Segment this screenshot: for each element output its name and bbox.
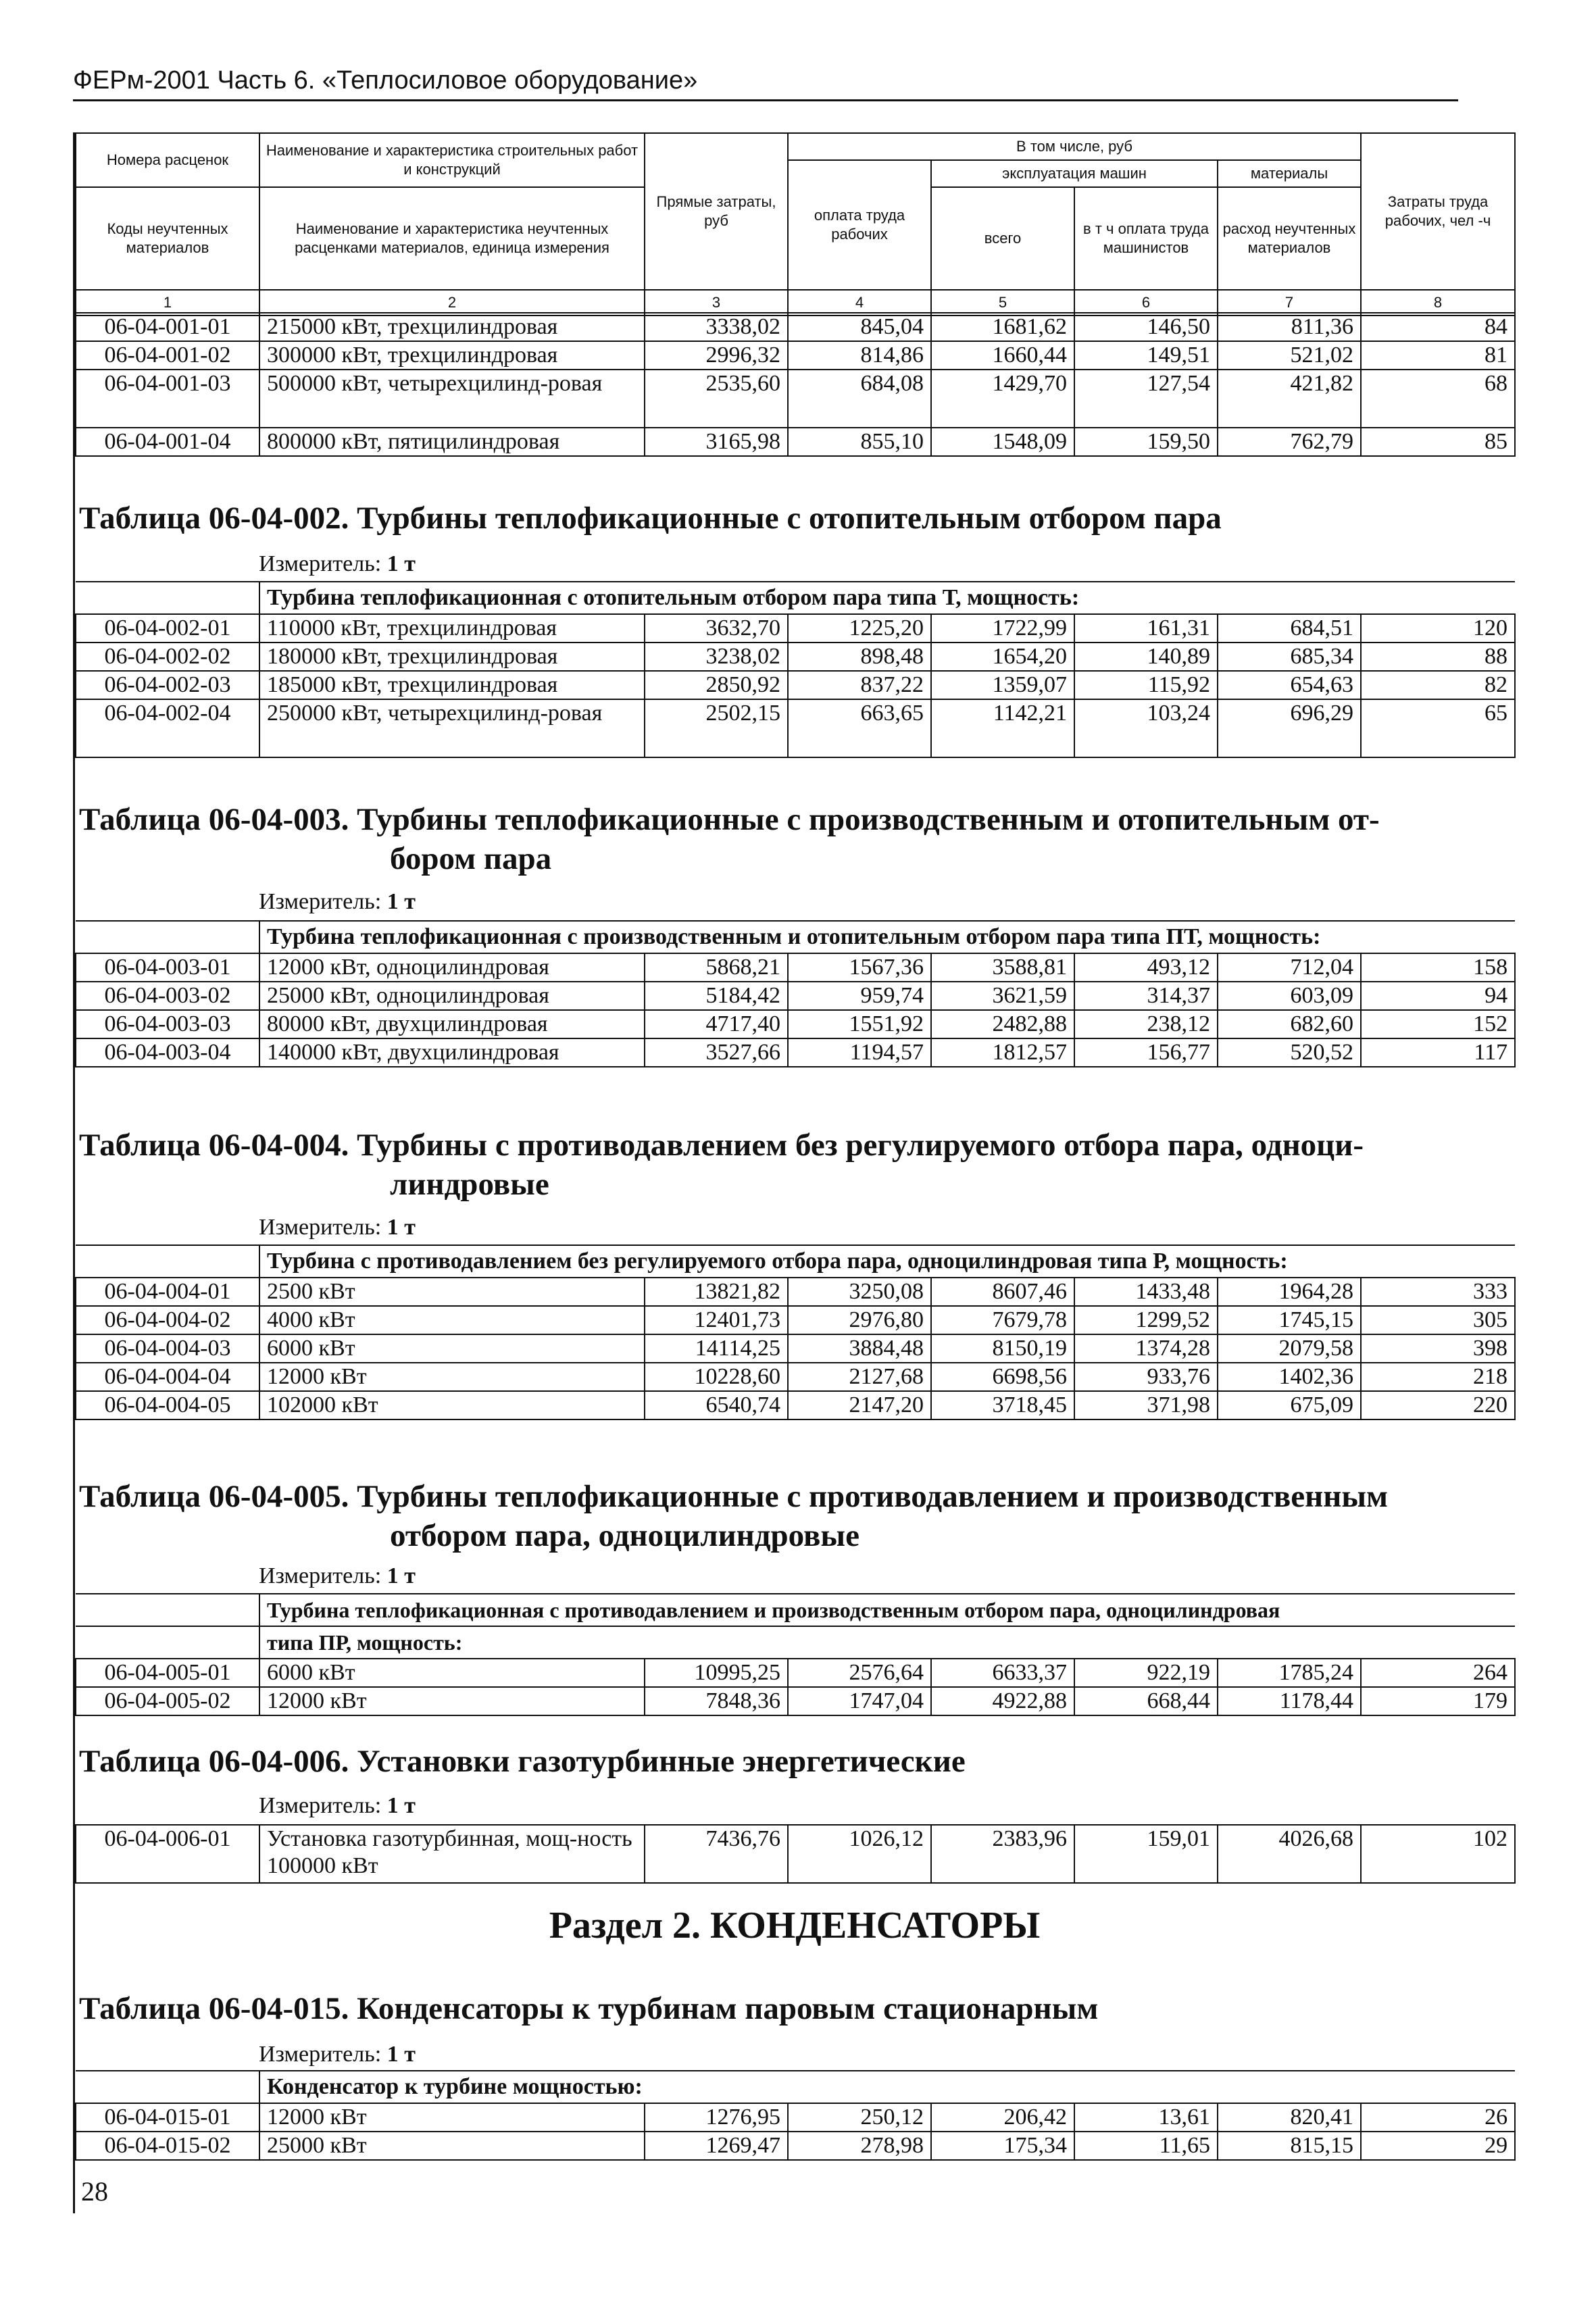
value-cell: 675,09 xyxy=(1218,1391,1361,1419)
value-cell: 1359,07 xyxy=(931,671,1074,699)
value-cell: 5184,42 xyxy=(645,982,788,1010)
work-name: 110000 кВт, трехцилиндровая xyxy=(259,614,645,643)
table-003-title: Таблица 06-04-003. Турбины теплофикационные с производственным и отопительным от- бором пара xyxy=(79,802,1380,876)
value-cell: 4717,40 xyxy=(645,1010,788,1038)
value-cell: 2147,20 xyxy=(788,1391,931,1419)
rate-code: 06-04-001-04 xyxy=(76,428,259,456)
value-cell: 158 xyxy=(1361,953,1515,982)
value-cell: 922,19 xyxy=(1074,1659,1218,1687)
value-cell: 149,51 xyxy=(1074,341,1218,370)
value-cell: 712,04 xyxy=(1218,953,1361,982)
table-row xyxy=(76,2103,1515,2132)
col-num: 2 xyxy=(259,290,645,316)
value-cell: 3238,02 xyxy=(645,643,788,671)
value-cell: 2976,80 xyxy=(788,1306,931,1334)
table-row xyxy=(76,1391,1515,1419)
value-cell: 1567,36 xyxy=(788,953,931,982)
value-cell: 1299,52 xyxy=(1074,1306,1218,1334)
value-cell: 3621,59 xyxy=(931,982,1074,1010)
value-cell: 1269,47 xyxy=(645,2132,788,2160)
value-cell: 762,79 xyxy=(1218,428,1361,456)
table-row xyxy=(76,1825,1515,1883)
table-row xyxy=(76,313,1515,341)
table-row xyxy=(76,1687,1515,1715)
col-labor-costs: Затраты труда рабочих, чел -ч xyxy=(1361,133,1515,290)
value-cell: 117 xyxy=(1361,1038,1515,1067)
work-name: 6000 кВт xyxy=(259,1334,645,1363)
rate-code: 06-04-004-03 xyxy=(76,1334,259,1363)
value-cell: 1429,70 xyxy=(931,370,1074,428)
value-cell: 845,04 xyxy=(788,313,931,341)
col-direct-costs: Прямые затраты, руб xyxy=(645,133,788,290)
value-cell: 8150,19 xyxy=(931,1334,1074,1363)
value-cell: 3588,81 xyxy=(931,953,1074,982)
value-cell: 3632,70 xyxy=(645,614,788,643)
table-row xyxy=(76,671,1515,699)
table-row xyxy=(76,1278,1515,1306)
work-name: 25000 кВт, одноцилиндровая xyxy=(259,982,645,1010)
value-cell: 88 xyxy=(1361,643,1515,671)
value-cell: 933,76 xyxy=(1074,1363,1218,1391)
value-cell: 820,41 xyxy=(1218,2103,1361,2132)
col-material-name: Наименование и характеристика неучтенных расценками материалов, единица измерения xyxy=(259,187,645,290)
value-cell: 2079,58 xyxy=(1218,1334,1361,1363)
value-cell: 120 xyxy=(1361,614,1515,643)
work-name: 215000 кВт, трехцилиндровая xyxy=(259,313,645,341)
value-cell: 3527,66 xyxy=(645,1038,788,1067)
value-cell: 175,34 xyxy=(931,2132,1074,2160)
rate-code: 06-04-005-01 xyxy=(76,1659,259,1687)
work-name: 80000 кВт, двухцилиндровая xyxy=(259,1010,645,1038)
value-cell: 218 xyxy=(1361,1363,1515,1391)
table-004-measure: Измеритель: 1 т xyxy=(259,1215,416,1240)
value-cell: 127,54 xyxy=(1074,370,1218,428)
value-cell: 668,44 xyxy=(1074,1687,1218,1715)
value-cell: 278,98 xyxy=(788,2132,931,2160)
value-cell: 1402,36 xyxy=(1218,1363,1361,1391)
table-003 xyxy=(75,920,1516,1067)
col-name-header: Наименование и характеристика строительных работ и конструкций xyxy=(259,133,645,187)
value-cell: 13821,82 xyxy=(645,1278,788,1306)
value-cell: 6698,56 xyxy=(931,1363,1074,1391)
table-row xyxy=(76,953,1515,982)
value-cell: 102 xyxy=(1361,1825,1515,1883)
value-cell: 1964,28 xyxy=(1218,1278,1361,1306)
value-cell: 493,12 xyxy=(1074,953,1218,982)
value-cell: 3718,45 xyxy=(931,1391,1074,1419)
table-001 xyxy=(75,312,1516,457)
table-003-measure: Измеритель: 1 т xyxy=(259,889,416,914)
value-cell: 1681,62 xyxy=(931,313,1074,341)
rate-code: 06-04-003-03 xyxy=(76,1010,259,1038)
value-cell: 8607,46 xyxy=(931,1278,1074,1306)
value-cell: 250,12 xyxy=(788,2103,931,2132)
rate-code: 06-04-015-02 xyxy=(76,2132,259,2160)
value-cell: 140,89 xyxy=(1074,643,1218,671)
value-cell: 12401,73 xyxy=(645,1306,788,1334)
rate-code: 06-04-001-02 xyxy=(76,341,259,370)
value-cell: 696,29 xyxy=(1218,699,1361,757)
work-name: 12000 кВт, одноцилиндровая xyxy=(259,953,645,982)
rate-code: 06-04-006-01 xyxy=(76,1825,259,1883)
table-004-subtitle: Турбина с противодавлением без регулируемого отбора пара, одноцилиндровая типа Р, мощность: xyxy=(259,1245,1515,1278)
value-cell: 1276,95 xyxy=(645,2103,788,2132)
table-row xyxy=(76,1010,1515,1038)
col-material-usage: расход неучтенных материалов xyxy=(1218,187,1361,290)
value-cell: 421,82 xyxy=(1218,370,1361,428)
value-cell: 103,24 xyxy=(1074,699,1218,757)
table-002-title: Таблица 06-04-002. Турбины теплофикационные с отопительным отбором пара xyxy=(79,501,1222,536)
work-name: 6000 кВт xyxy=(259,1659,645,1687)
value-cell: 333 xyxy=(1361,1278,1515,1306)
work-name: 102000 кВт xyxy=(259,1391,645,1419)
table-row xyxy=(76,2132,1515,2160)
col-num: 3 xyxy=(645,290,788,316)
value-cell: 1178,44 xyxy=(1218,1687,1361,1715)
value-cell: 1433,48 xyxy=(1074,1278,1218,1306)
table-004-title: Таблица 06-04-004. Турбины с противодавлением без регулируемого отбора пара, одноци- линдровые xyxy=(79,1128,1364,1202)
value-cell: 959,74 xyxy=(788,982,931,1010)
value-cell: 14114,25 xyxy=(645,1334,788,1363)
col-materials: материалы xyxy=(1218,160,1361,187)
table-row xyxy=(76,1334,1515,1363)
value-cell: 3884,48 xyxy=(788,1334,931,1363)
table-004 xyxy=(75,1244,1516,1420)
value-cell: 156,77 xyxy=(1074,1038,1218,1067)
value-cell: 7436,76 xyxy=(645,1825,788,1883)
value-cell: 521,02 xyxy=(1218,341,1361,370)
table-015-subtitle: Конденсатор к турбине мощностью: xyxy=(259,2071,1515,2103)
rate-code: 06-04-004-02 xyxy=(76,1306,259,1334)
value-cell: 2535,60 xyxy=(645,370,788,428)
work-name: 12000 кВт xyxy=(259,2103,645,2132)
table-row xyxy=(76,428,1515,456)
table-015-measure: Измеритель: 1 т xyxy=(259,2042,416,2067)
value-cell: 3338,02 xyxy=(645,313,788,341)
value-cell: 82 xyxy=(1361,671,1515,699)
section-title: Раздел 2. КОНДЕНСАТОРЫ xyxy=(549,1905,1041,1946)
table-005-subtitle: Турбина теплофикационная с противодавлением и производственным отбором пара, одноцилиндровая xyxy=(259,1594,1515,1626)
value-cell: 371,98 xyxy=(1074,1391,1218,1419)
page-number: 28 xyxy=(81,2176,108,2207)
value-cell: 179 xyxy=(1361,1687,1515,1715)
value-cell: 2482,88 xyxy=(931,1010,1074,1038)
table-row xyxy=(76,614,1515,643)
rate-code: 06-04-004-04 xyxy=(76,1363,259,1391)
value-cell: 220 xyxy=(1361,1391,1515,1419)
rate-code: 06-04-003-01 xyxy=(76,953,259,982)
work-name: 500000 кВт, четырехцилинд-ровая xyxy=(259,370,645,428)
table-row xyxy=(76,1363,1515,1391)
col-num: 1 xyxy=(76,290,259,316)
value-cell: 2576,64 xyxy=(788,1659,931,1687)
table-015-title: Таблица 06-04-015. Конденсаторы к турбинам паровым стационарным xyxy=(79,1991,1099,2026)
value-cell: 398 xyxy=(1361,1334,1515,1363)
value-cell: 685,34 xyxy=(1218,643,1361,671)
work-name: 4000 кВт xyxy=(259,1306,645,1334)
document-frame xyxy=(73,132,1514,2213)
value-cell: 94 xyxy=(1361,982,1515,1010)
value-cell: 855,10 xyxy=(788,428,931,456)
table-row xyxy=(76,982,1515,1010)
value-cell: 6633,37 xyxy=(931,1659,1074,1687)
rate-code: 06-04-004-05 xyxy=(76,1391,259,1419)
rate-code: 06-04-003-02 xyxy=(76,982,259,1010)
work-name: 2500 кВт xyxy=(259,1278,645,1306)
rate-code: 06-04-001-03 xyxy=(76,370,259,428)
value-cell: 10995,25 xyxy=(645,1659,788,1687)
table-002-subtitle: Турбина теплофикационная с отопительным отбором пара типа Т, мощность: xyxy=(259,582,1515,614)
rate-code: 06-04-002-04 xyxy=(76,699,259,757)
work-name: 800000 кВт, пятицилиндровая xyxy=(259,428,645,456)
value-cell: 1225,20 xyxy=(788,614,931,643)
value-cell: 1745,15 xyxy=(1218,1306,1361,1334)
rate-code: 06-04-015-01 xyxy=(76,2103,259,2132)
rate-code: 06-04-002-01 xyxy=(76,614,259,643)
value-cell: 146,50 xyxy=(1074,313,1218,341)
value-cell: 1194,57 xyxy=(788,1038,931,1067)
value-cell: 815,15 xyxy=(1218,2132,1361,2160)
value-cell: 1747,04 xyxy=(788,1687,931,1715)
table-015 xyxy=(75,2070,1516,2161)
col-worker-pay: оплата труда рабочих xyxy=(788,160,931,290)
table-006-measure: Измеритель: 1 т xyxy=(259,1793,416,1818)
value-cell: 1722,99 xyxy=(931,614,1074,643)
value-cell: 161,31 xyxy=(1074,614,1218,643)
value-cell: 3250,08 xyxy=(788,1278,931,1306)
rate-code: 06-04-005-02 xyxy=(76,1687,259,1715)
work-name: 180000 кВт, трехцилиндровая xyxy=(259,643,645,671)
work-name: 25000 кВт xyxy=(259,2132,645,2160)
value-cell: 26 xyxy=(1361,2103,1515,2132)
value-cell: 1026,12 xyxy=(788,1825,931,1883)
value-cell: 603,09 xyxy=(1218,982,1361,1010)
col-num: 4 xyxy=(788,290,931,316)
col-num: 6 xyxy=(1074,290,1218,316)
value-cell: 4922,88 xyxy=(931,1687,1074,1715)
value-cell: 1551,92 xyxy=(788,1010,931,1038)
col-codes-header: Номера расценок xyxy=(76,133,259,187)
value-cell: 1374,28 xyxy=(1074,1334,1218,1363)
value-cell: 1654,20 xyxy=(931,643,1074,671)
value-cell: 68 xyxy=(1361,370,1515,428)
value-cell: 814,86 xyxy=(788,341,931,370)
value-cell: 7848,36 xyxy=(645,1687,788,1715)
table-005-title: Таблица 06-04-005. Турбины теплофикационные с противодавлением и производственным отбором пара, одноцилиндровые xyxy=(79,1479,1389,1553)
value-cell: 1812,57 xyxy=(931,1038,1074,1067)
value-cell: 2850,92 xyxy=(645,671,788,699)
rate-code: 06-04-002-03 xyxy=(76,671,259,699)
col-group-incl: В том числе, руб xyxy=(788,133,1361,160)
value-cell: 238,12 xyxy=(1074,1010,1218,1038)
value-cell: 1142,21 xyxy=(931,699,1074,757)
value-cell: 81 xyxy=(1361,341,1515,370)
value-cell: 1785,24 xyxy=(1218,1659,1361,1687)
table-row xyxy=(76,1659,1515,1687)
value-cell: 811,36 xyxy=(1218,313,1361,341)
table-005 xyxy=(75,1593,1516,1716)
value-cell: 314,37 xyxy=(1074,982,1218,1010)
table-row xyxy=(76,643,1515,671)
value-cell: 684,51 xyxy=(1218,614,1361,643)
col-machines-total: всего xyxy=(931,187,1074,290)
table-005-measure: Измеритель: 1 т xyxy=(259,1563,416,1588)
value-cell: 29 xyxy=(1361,2132,1515,2160)
value-cell: 1660,44 xyxy=(931,341,1074,370)
value-cell: 10228,60 xyxy=(645,1363,788,1391)
value-cell: 3165,98 xyxy=(645,428,788,456)
work-name: 300000 кВт, трехцилиндровая xyxy=(259,341,645,370)
col-machinist-pay: в т ч оплата труда машинистов xyxy=(1074,187,1218,290)
table-002 xyxy=(75,581,1516,758)
table-005-subtitle-cont: типа ПР, мощность: xyxy=(259,1626,1515,1659)
running-header: ФЕРм-2001 Часть 6. «Теплосиловое оборудование» xyxy=(73,66,1458,101)
value-cell: 520,52 xyxy=(1218,1038,1361,1067)
work-name: 250000 кВт, четырехцилинд-ровая xyxy=(259,699,645,757)
value-cell: 2502,15 xyxy=(645,699,788,757)
work-name: 12000 кВт xyxy=(259,1363,645,1391)
value-cell: 5868,21 xyxy=(645,953,788,982)
value-cell: 684,08 xyxy=(788,370,931,428)
value-cell: 4026,68 xyxy=(1218,1825,1361,1883)
rate-code: 06-04-003-04 xyxy=(76,1038,259,1067)
table-002-measure: Измеритель: 1 т xyxy=(259,551,416,576)
value-cell: 7679,78 xyxy=(931,1306,1074,1334)
value-cell: 264 xyxy=(1361,1659,1515,1687)
work-name: 140000 кВт, двухцилиндровая xyxy=(259,1038,645,1067)
table-row xyxy=(76,1306,1515,1334)
rate-code: 06-04-002-02 xyxy=(76,643,259,671)
value-cell: 85 xyxy=(1361,428,1515,456)
value-cell: 159,01 xyxy=(1074,1825,1218,1883)
table-003-subtitle: Турбина теплофикационная с производственным и отопительным отбором пара типа ПТ, мощность: xyxy=(259,921,1515,953)
value-cell: 2127,68 xyxy=(788,1363,931,1391)
table-row xyxy=(76,370,1515,428)
table-row xyxy=(76,341,1515,370)
column-header xyxy=(75,132,1516,316)
value-cell: 11,65 xyxy=(1074,2132,1218,2160)
work-name: Установка газотурбинная, мощ-ность 100000 кВт xyxy=(259,1825,645,1883)
col-num: 7 xyxy=(1218,290,1361,316)
value-cell: 305 xyxy=(1361,1306,1515,1334)
value-cell: 654,63 xyxy=(1218,671,1361,699)
col-num: 5 xyxy=(931,290,1074,316)
value-cell: 6540,74 xyxy=(645,1391,788,1419)
col-num: 8 xyxy=(1361,290,1515,316)
value-cell: 65 xyxy=(1361,699,1515,757)
value-cell: 2996,32 xyxy=(645,341,788,370)
value-cell: 837,22 xyxy=(788,671,931,699)
work-name: 12000 кВт xyxy=(259,1687,645,1715)
rate-code: 06-04-004-01 xyxy=(76,1278,259,1306)
table-row xyxy=(76,1038,1515,1067)
table-006 xyxy=(75,1824,1516,1884)
value-cell: 115,92 xyxy=(1074,671,1218,699)
value-cell: 1548,09 xyxy=(931,428,1074,456)
work-name: 185000 кВт, трехцилиндровая xyxy=(259,671,645,699)
table-row xyxy=(76,699,1515,757)
col-machines: эксплуатация машин xyxy=(931,160,1218,187)
value-cell: 2383,96 xyxy=(931,1825,1074,1883)
table-006-title: Таблица 06-04-006. Установки газотурбинные энергетические xyxy=(79,1744,966,1779)
value-cell: 84 xyxy=(1361,313,1515,341)
col-material-codes: Коды неучтенных материалов xyxy=(76,187,259,290)
value-cell: 663,65 xyxy=(788,699,931,757)
value-cell: 682,60 xyxy=(1218,1010,1361,1038)
value-cell: 152 xyxy=(1361,1010,1515,1038)
rate-code: 06-04-001-01 xyxy=(76,313,259,341)
value-cell: 206,42 xyxy=(931,2103,1074,2132)
value-cell: 159,50 xyxy=(1074,428,1218,456)
value-cell: 13,61 xyxy=(1074,2103,1218,2132)
value-cell: 898,48 xyxy=(788,643,931,671)
